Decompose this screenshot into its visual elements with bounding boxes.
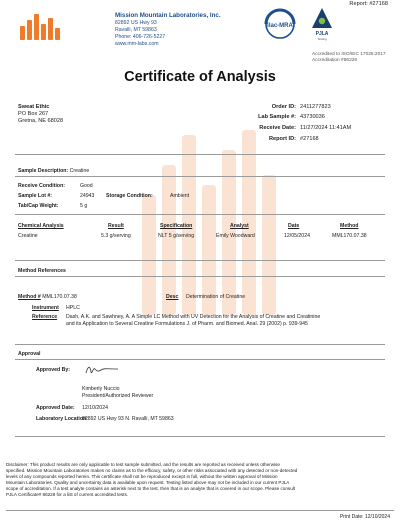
- report-id-value: #27168: [300, 136, 319, 142]
- approved-by-label: Approved By:: [36, 367, 71, 373]
- table-header-specification: Specification: [160, 223, 193, 229]
- divider: [15, 276, 385, 277]
- disclaimer-line: scope of accreditation. If a test analyte contains an asterisk next to the test, then that is an analyte that is covered in our scope. Please consult: [6, 486, 296, 491]
- table-header-analyst: Analyst: [230, 223, 249, 229]
- receive-condition-label: Receive Condition:: [18, 183, 65, 189]
- desc-label: Desc: [166, 294, 179, 300]
- report-number-top: Report: #27168: [349, 1, 388, 7]
- lab-sample-label: Lab Sample #:: [258, 114, 296, 120]
- storage-condition-value: Ambient: [170, 193, 190, 199]
- lab-logo-icon: [20, 14, 62, 40]
- order-id-label: Order ID:: [271, 104, 296, 110]
- method-number: [18, 294, 77, 301]
- print-date: Print Date: 12/10/2024: [339, 514, 390, 520]
- disclaimer-line: levels of any compounds reported herein. This certificate shall not be reproduced except in full, without the written approval of Mission: [6, 474, 278, 479]
- reference-label: Reference: [32, 314, 58, 320]
- tab-cap-weight-label: Tab/Cap Weight:: [18, 203, 59, 209]
- receive-date-value: 11/27/2024 11:41AM: [300, 125, 352, 131]
- lab-phone: Phone: 406-726-5227: [115, 34, 166, 40]
- table-cell-analyte: Creatine: [18, 233, 38, 239]
- pjla-sub-label: Testing: [317, 37, 327, 41]
- method-number-value: MML170.07.38: [42, 294, 77, 300]
- table-cell-method: MML170.07.38: [332, 233, 367, 239]
- disclaimer-line: Mountain Laboratories. Quality and uncertainty data is available upon request. Testing listed above may not be included in our current PJLA: [6, 480, 290, 485]
- instrument-value: HPLC: [66, 305, 80, 311]
- client-address1: PO Box 267: [18, 111, 49, 117]
- divider: [15, 176, 385, 177]
- table-cell-date: 12/05/2024: [284, 233, 310, 239]
- lab-name: Mission Mountain Laboratories, Inc.: [115, 12, 221, 19]
- table-cell-result: 5.3 g/serving: [101, 233, 131, 239]
- ilac-label: ilac-MRA: [267, 23, 293, 29]
- sample-description: [18, 168, 89, 175]
- sample-lot-label: Sample Lot #:: [18, 193, 53, 199]
- divider: [15, 359, 385, 360]
- sample-description-value: Creatine: [69, 168, 90, 174]
- report-id-label: Report ID:: [268, 136, 296, 142]
- approver-name: Kimberly Nuccio: [82, 386, 120, 392]
- tab-cap-weight-value: 5 g: [80, 203, 88, 209]
- table-header-chemical-analysis: Chemical Analysis: [18, 223, 64, 229]
- pjla-logo-icon: [310, 6, 334, 46]
- sample-description-label: Sample Description:: [18, 168, 69, 174]
- table-header-result: Result: [108, 223, 124, 229]
- approval-heading: Approval: [18, 351, 41, 357]
- method-references-heading: Method References: [18, 268, 66, 274]
- client-address2: Gretna, NE 68028: [18, 118, 64, 124]
- divider: [15, 344, 385, 345]
- desc-value: Determination of Creatine: [186, 294, 246, 300]
- page-title: Certificate of Analysis: [124, 69, 276, 85]
- disclaimer-line: PJLA Certificate# 86228 for a list of current accredited tests.: [6, 492, 129, 497]
- divider: [15, 260, 385, 261]
- approver-title: President/Authorized Reviewer: [82, 393, 154, 399]
- pjla-label: PJLA: [315, 31, 329, 37]
- laboratory-location-label: Laboratory Location:: [36, 416, 88, 422]
- table-header-method: Method: [340, 223, 359, 229]
- lab-sample-value: 43730036: [300, 114, 325, 120]
- divider: [15, 436, 385, 437]
- signature-icon: [84, 363, 120, 377]
- footer-divider: [6, 510, 394, 511]
- accreditation-line1: Accredited to ISO/IEC 17025:2017: [312, 52, 386, 57]
- laboratory-location-value: 82892 US Hwy 93 N. Ravalli, MT 59863: [82, 416, 174, 422]
- table-header-date: Date: [288, 223, 300, 229]
- receive-date-label: Receive Date:: [259, 125, 296, 131]
- lab-address2: Ravalli, MT 59863: [115, 27, 157, 33]
- table-cell-specification: NLT 5 g/serving: [158, 233, 195, 239]
- approved-date-value: 12/10/2024: [82, 405, 108, 411]
- accreditation-line2: Accreditation #86228: [312, 58, 358, 63]
- divider: [15, 154, 385, 155]
- lab-website-link[interactable]: www.mm-labs.com: [115, 41, 159, 47]
- ilac-mra-logo-icon: [256, 8, 304, 48]
- approved-date-label: Approved Date:: [36, 405, 75, 411]
- table-cell-analyst: Emily Woodward: [216, 233, 255, 239]
- disclaimer-line: specified. Mission Mountain Laboratories makes no claims as to the efficacy, safety, or other risks associated with any detected or non-detected: [6, 468, 298, 473]
- divider: [15, 214, 385, 215]
- instrument-label: Instrument: [32, 305, 59, 311]
- receive-condition-value: Good: [80, 183, 93, 189]
- sample-lot-value: 24943: [80, 193, 95, 199]
- client-name: Sweat Ethic: [18, 104, 50, 110]
- disclaimer-line: Disclaimer: This product results are only applicable to test sample submitted, and the results are reported as received unless otherwise: [6, 462, 280, 467]
- storage-condition-label: Storage Condition:: [106, 193, 153, 199]
- method-number-label: Method #: [18, 294, 41, 300]
- lab-address1: 82892 US Hwy 93: [115, 20, 157, 26]
- reference-line1: Dash, A.K. and Sawhney, A. A Simple LC Method with UV Detection for the Analysis of Creatine and Creatinine: [66, 314, 321, 320]
- reference-line2: and its Application to Several Creatine Formulations J. of Pharm. and Biomed. Anal. 29 (2002) p. 939-945: [66, 321, 308, 327]
- order-id-value: 2411277823: [300, 104, 331, 110]
